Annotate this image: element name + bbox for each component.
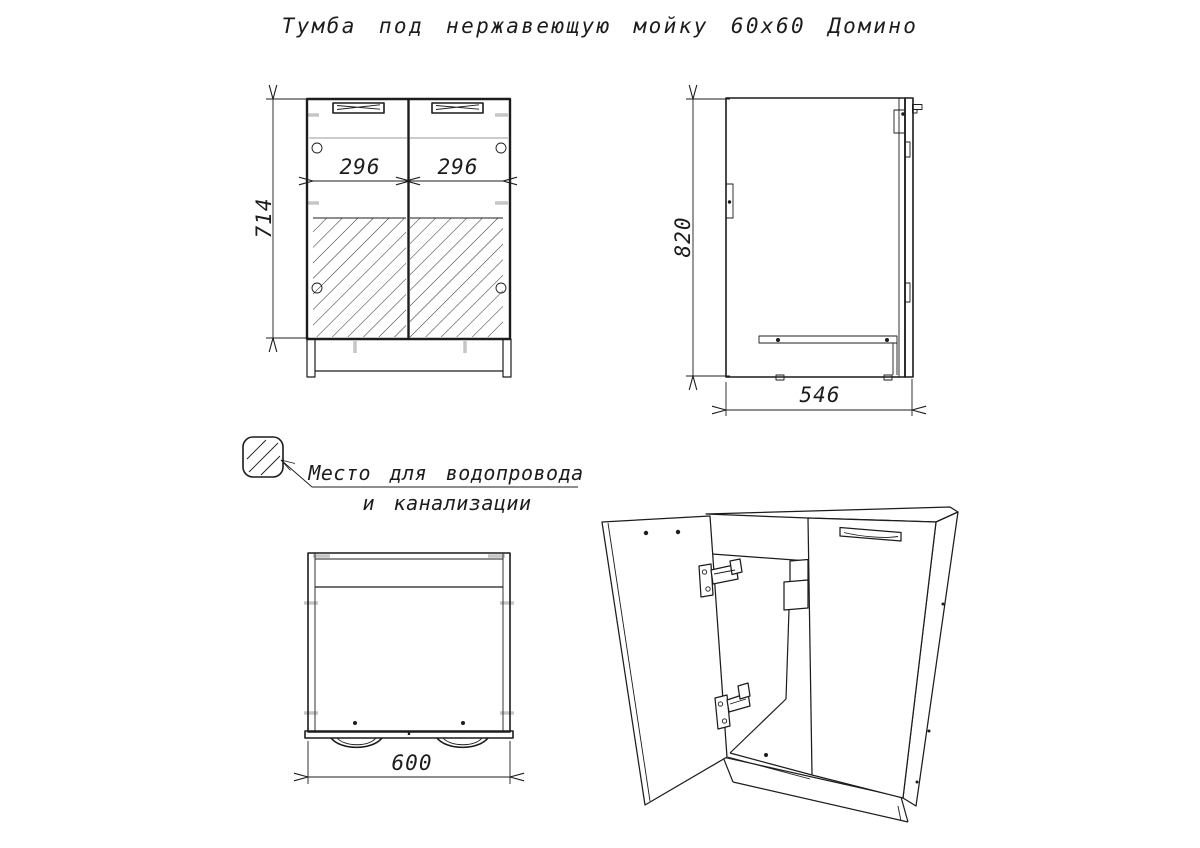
door-handle xyxy=(333,103,384,113)
dim-label-600: 600 xyxy=(391,751,433,775)
legend xyxy=(243,437,584,515)
handle-profile xyxy=(913,105,923,114)
door-profile xyxy=(905,98,913,377)
side-height-dimension xyxy=(671,99,730,376)
front-height-dimension xyxy=(252,99,309,338)
dim-label-820: 820 xyxy=(671,216,695,258)
handle-arc xyxy=(437,738,488,747)
side-depth-dimension xyxy=(726,379,912,416)
legend-line-1: Место для водопровода xyxy=(308,461,584,485)
door-handle xyxy=(432,103,483,113)
legend-line-2: и канализации xyxy=(362,491,532,515)
front-view xyxy=(252,99,511,377)
side-view xyxy=(671,98,922,416)
handle-arc xyxy=(331,738,382,747)
perspective-view xyxy=(602,507,958,822)
side-panel-outline xyxy=(726,98,905,377)
hole xyxy=(312,143,322,153)
dim-label-296-left: 296 xyxy=(339,155,381,179)
top-outline xyxy=(308,553,510,732)
open-left-door xyxy=(602,516,727,805)
top-view xyxy=(304,553,514,784)
dim-label-546: 546 xyxy=(799,383,841,407)
dim-label-296-right: 296 xyxy=(437,155,479,179)
back-stretcher-lower xyxy=(784,580,808,610)
plumbing-zone-hatch xyxy=(313,218,406,337)
leg xyxy=(307,339,315,377)
leg xyxy=(503,339,511,377)
dim-label-714: 714 xyxy=(252,197,276,239)
drawing-title: Тумба под нержавеющую мойку 60х60 Домино xyxy=(281,14,919,38)
plumbing-zone-hatch xyxy=(410,218,503,337)
top-width-dimension xyxy=(308,741,510,784)
hinge-top xyxy=(699,559,742,597)
back-stretcher-upper xyxy=(790,560,808,583)
hole xyxy=(496,143,506,153)
